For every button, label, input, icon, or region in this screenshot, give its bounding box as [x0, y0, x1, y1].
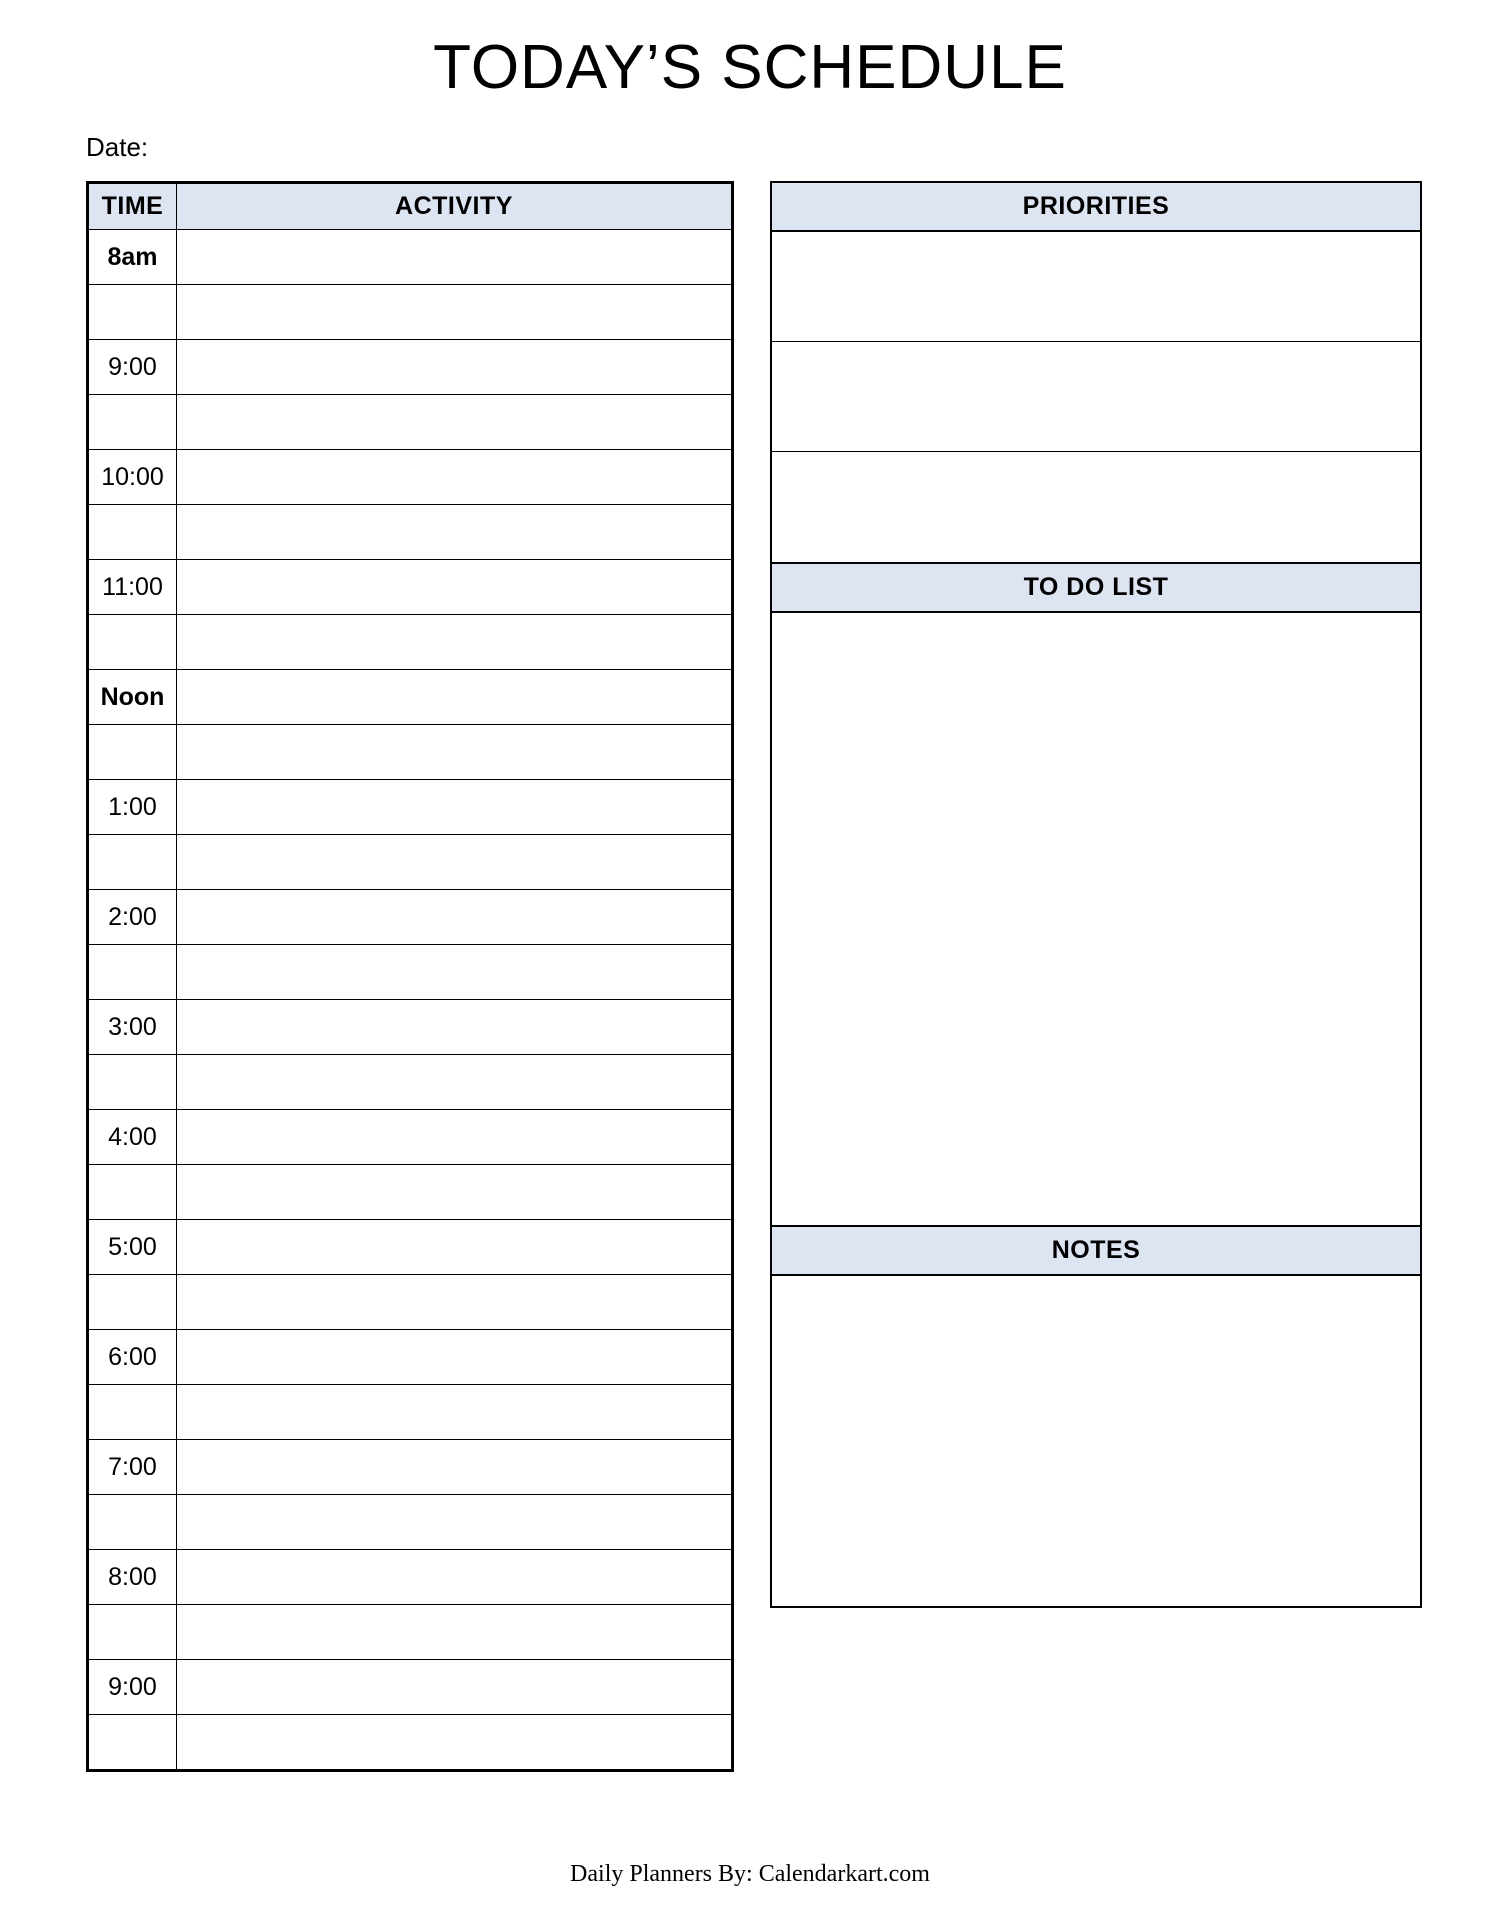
schedule-row: [89, 1495, 732, 1550]
activity-cell[interactable]: [177, 1385, 732, 1440]
time-cell: 5:00: [89, 1220, 177, 1275]
activity-cell[interactable]: [177, 1660, 732, 1715]
schedule-row: [89, 1715, 732, 1770]
activity-cell[interactable]: [177, 1495, 732, 1550]
time-cell: 1:00: [89, 780, 177, 835]
schedule-row: [89, 1330, 732, 1385]
schedule-row: [89, 450, 732, 505]
activity-cell[interactable]: [177, 1715, 732, 1770]
time-cell: 7:00: [89, 1440, 177, 1495]
activity-cell[interactable]: [177, 1440, 732, 1495]
schedule-row: [89, 1440, 732, 1495]
schedule-row: [89, 1110, 732, 1165]
time-cell: 11:00: [89, 560, 177, 615]
activity-cell[interactable]: [177, 1165, 732, 1220]
time-cell: [89, 1275, 177, 1330]
activity-cell[interactable]: [177, 285, 732, 340]
date-label: Date:: [86, 132, 149, 163]
schedule-row: [89, 1000, 732, 1055]
notes-writing-area[interactable]: [772, 1276, 1420, 1606]
time-cell: Noon: [89, 670, 177, 725]
activity-cell[interactable]: [177, 835, 732, 890]
activity-cell[interactable]: [177, 670, 732, 725]
time-cell: [89, 285, 177, 340]
schedule-row: [89, 340, 732, 395]
column-header-time: TIME: [89, 184, 177, 230]
notes-header: NOTES: [772, 1227, 1420, 1276]
schedule-row: [89, 725, 732, 780]
activity-cell[interactable]: [177, 1275, 732, 1330]
activity-cell[interactable]: [177, 230, 732, 285]
notes-panel: [770, 1227, 1422, 1608]
time-cell: [89, 395, 177, 450]
schedule-row: [89, 670, 732, 725]
activity-cell[interactable]: [177, 1055, 732, 1110]
date-row: [86, 132, 1500, 163]
planner-page: [0, 34, 1500, 1906]
activity-cell[interactable]: [177, 560, 732, 615]
schedule-row: [89, 1275, 732, 1330]
time-cell: 8am: [89, 230, 177, 285]
schedule-row: [89, 1605, 732, 1660]
time-cell: 9:00: [89, 340, 177, 395]
todo-writing-area[interactable]: [772, 613, 1420, 1225]
time-cell: [89, 945, 177, 1000]
time-cell: 9:00: [89, 1660, 177, 1715]
activity-cell[interactable]: [177, 1110, 732, 1165]
activity-cell[interactable]: [177, 1220, 732, 1275]
activity-cell[interactable]: [177, 615, 732, 670]
schedule-row: [89, 615, 732, 670]
time-cell: [89, 1495, 177, 1550]
time-cell: 10:00: [89, 450, 177, 505]
time-cell: 2:00: [89, 890, 177, 945]
right-column: [770, 181, 1422, 1608]
time-cell: [89, 1605, 177, 1660]
schedule-row: [89, 395, 732, 450]
schedule-row: [89, 890, 732, 945]
todo-panel: [770, 564, 1422, 1227]
todo-header: TO DO LIST: [772, 564, 1420, 613]
schedule-row: [89, 835, 732, 890]
schedule-row: [89, 505, 732, 560]
priorities-panel: [770, 181, 1422, 564]
schedule-row: [89, 285, 732, 340]
priorities-header: PRIORITIES: [772, 183, 1420, 232]
schedule-body: [89, 230, 732, 1770]
priority-line[interactable]: [772, 452, 1420, 562]
time-cell: [89, 835, 177, 890]
footer-credit: Daily Planners By: Calendarkart.com: [570, 1861, 930, 1887]
time-cell: [89, 725, 177, 780]
time-cell: [89, 1385, 177, 1440]
page-title: TODAY’S SCHEDULE: [433, 33, 1067, 102]
schedule-row: [89, 1660, 732, 1715]
schedule-row: [89, 1550, 732, 1605]
activity-cell[interactable]: [177, 1605, 732, 1660]
time-cell: 8:00: [89, 1550, 177, 1605]
time-cell: [89, 615, 177, 670]
schedule-row: [89, 945, 732, 1000]
time-cell: [89, 505, 177, 560]
activity-cell[interactable]: [177, 505, 732, 560]
schedule-row: [89, 1385, 732, 1440]
schedule-row: [89, 1165, 732, 1220]
schedule-row: [89, 560, 732, 615]
schedule-row: [89, 1220, 732, 1275]
activity-cell[interactable]: [177, 1000, 732, 1055]
activity-cell[interactable]: [177, 725, 732, 780]
activity-cell[interactable]: [177, 1330, 732, 1385]
schedule-row: [89, 230, 732, 285]
column-header-activity: ACTIVITY: [177, 184, 732, 230]
schedule-row: [89, 1055, 732, 1110]
activity-cell[interactable]: [177, 890, 732, 945]
time-cell: 6:00: [89, 1330, 177, 1385]
time-cell: 4:00: [89, 1110, 177, 1165]
activity-cell[interactable]: [177, 450, 732, 505]
schedule-table: [86, 181, 734, 1772]
time-cell: 3:00: [89, 1000, 177, 1055]
activity-cell[interactable]: [177, 780, 732, 835]
schedule-row: [89, 780, 732, 835]
activity-cell[interactable]: [177, 340, 732, 395]
content-columns: [86, 181, 1422, 1772]
time-cell: [89, 1715, 177, 1770]
activity-cell[interactable]: [177, 1550, 732, 1605]
activity-cell[interactable]: [177, 945, 732, 1000]
time-cell: [89, 1165, 177, 1220]
time-cell: [89, 1055, 177, 1110]
priority-line[interactable]: [772, 232, 1420, 342]
priority-line[interactable]: [772, 342, 1420, 452]
activity-cell[interactable]: [177, 395, 732, 450]
priorities-body: [772, 232, 1420, 562]
schedule-header-row: [89, 184, 732, 230]
